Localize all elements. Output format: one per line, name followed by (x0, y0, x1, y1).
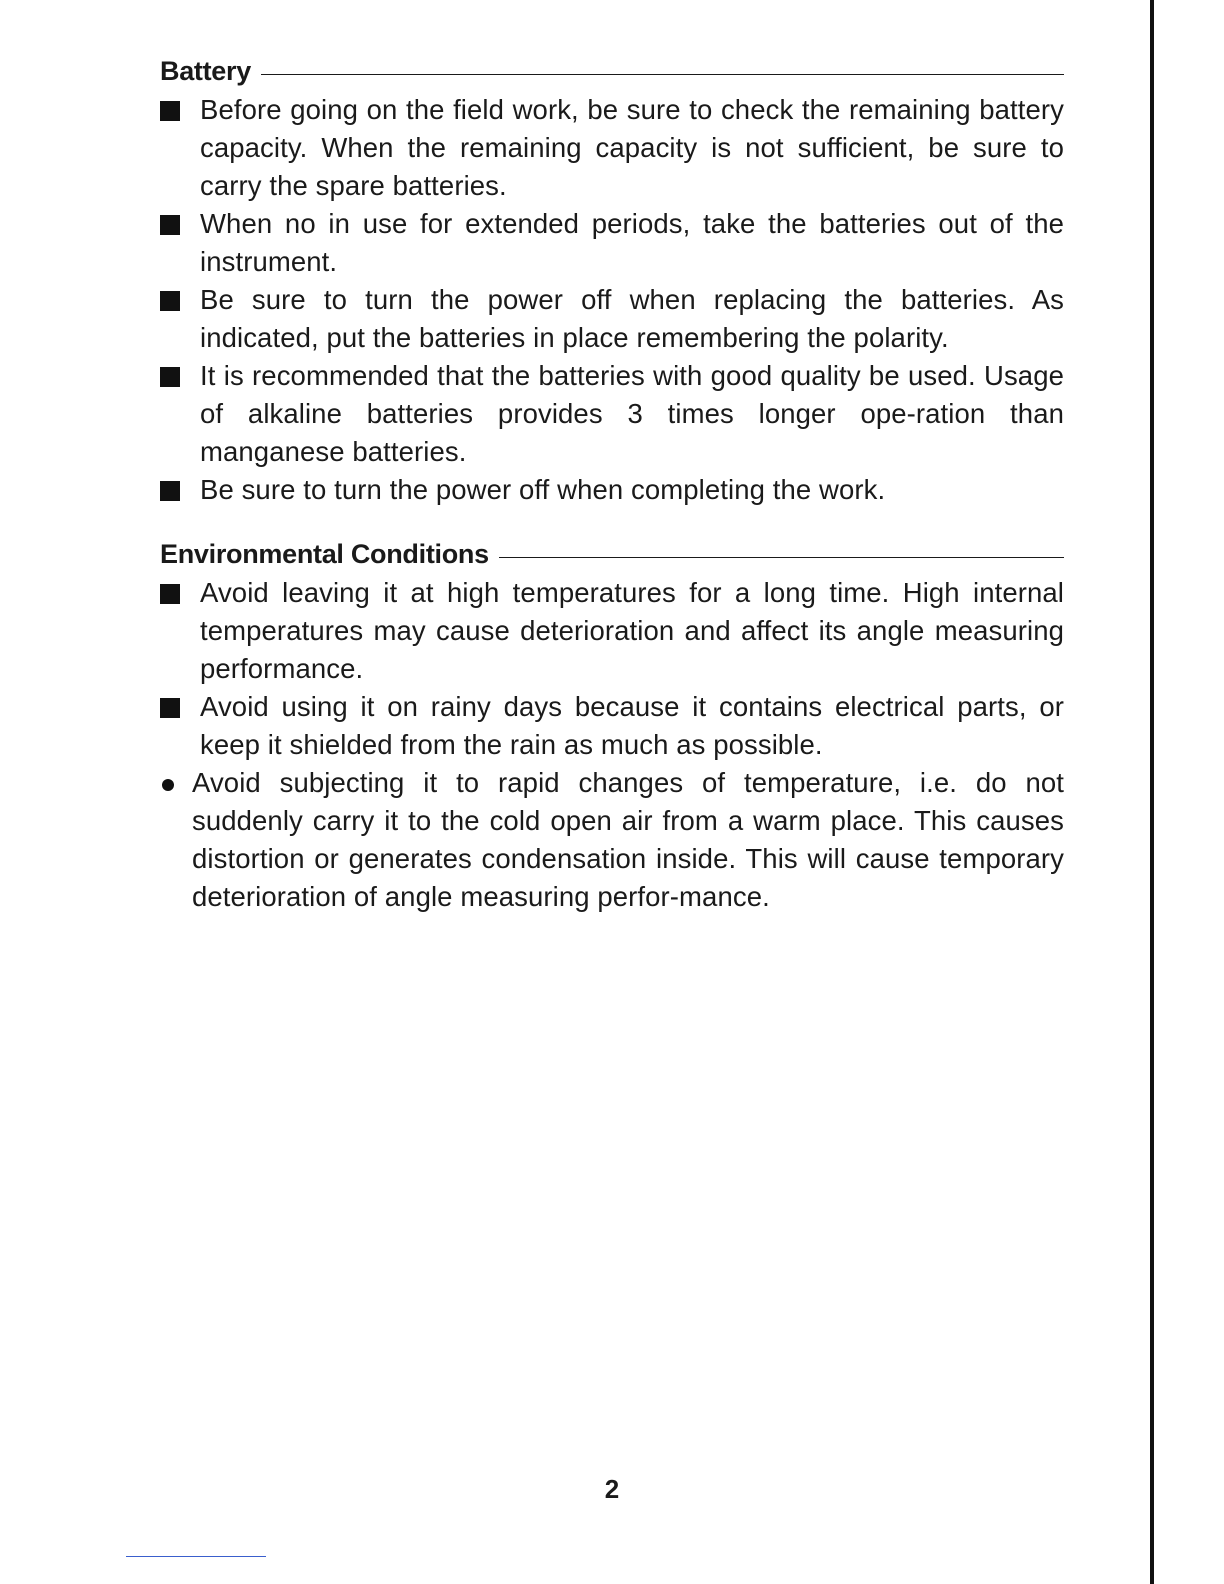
square-bullet-icon (160, 574, 200, 612)
section-title-environmental: Environmental Conditions (160, 539, 489, 569)
list-item (160, 281, 1064, 357)
list-item-text: Be sure to turn the power off when completing the work. (200, 474, 886, 505)
list-item (160, 205, 1064, 281)
battery-list (160, 91, 1064, 509)
list-item (160, 574, 1064, 688)
square-bullet-icon (160, 205, 200, 243)
list-item-text: Before going on the field work, be sure to check the remaining battery capacity. When the remaining capacity is not sufficient, be sure to carry the spare batteries. (200, 94, 1064, 201)
list-item (160, 357, 1064, 471)
list-item (160, 91, 1064, 205)
square-bullet-icon (160, 688, 200, 726)
square-bullet-icon (160, 91, 200, 129)
list-item (160, 471, 1064, 509)
list-item-text: Avoid using it on rainy days because it contains electrical parts, or keep it shielded from the rain as much as possible. (200, 691, 1064, 760)
footer-line (126, 1556, 266, 1557)
section-spacer (160, 509, 1064, 539)
list-item-text: Avoid leaving it at high temperatures for a long time. High internal temperatures may cause deterioration and affect its angle measuring performance. (200, 577, 1064, 684)
round-bullet-icon (160, 764, 192, 802)
section-battery (160, 56, 1064, 509)
page-edge-border (1150, 0, 1154, 1584)
heading-rule (261, 74, 1064, 75)
section-environmental-conditions (160, 539, 1064, 916)
section-heading (160, 539, 1064, 570)
heading-rule (499, 557, 1064, 558)
page-number: 2 (604, 1474, 620, 1504)
list-item (160, 764, 1064, 916)
list-item-text: Avoid subjecting it to rapid changes of temperature, i.e. do not suddenly carry it to the cold open air from a warm place. This causes distortion or generates condensation inside. This will cause temporary deterioration of angle measuring perfor-mance. (192, 767, 1064, 912)
list-item (160, 688, 1064, 764)
section-heading (160, 56, 1064, 87)
square-bullet-icon (160, 357, 200, 395)
list-item-text: When no in use for extended periods, take the batteries out of the instrument. (200, 208, 1064, 277)
page-content (160, 56, 1064, 916)
list-item-text: Be sure to turn the power off when replacing the batteries. As indicated, put the batteries in place remembering the polarity. (200, 284, 1064, 353)
square-bullet-icon (160, 281, 200, 319)
square-bullet-icon (160, 471, 200, 509)
section-title-battery: Battery (160, 56, 251, 86)
list-item-text: It is recommended that the batteries with good quality be used. Usage of alkaline batteries provides 3 times longer ope-ration than manganese batteries. (200, 360, 1064, 467)
environment-list (160, 574, 1064, 916)
